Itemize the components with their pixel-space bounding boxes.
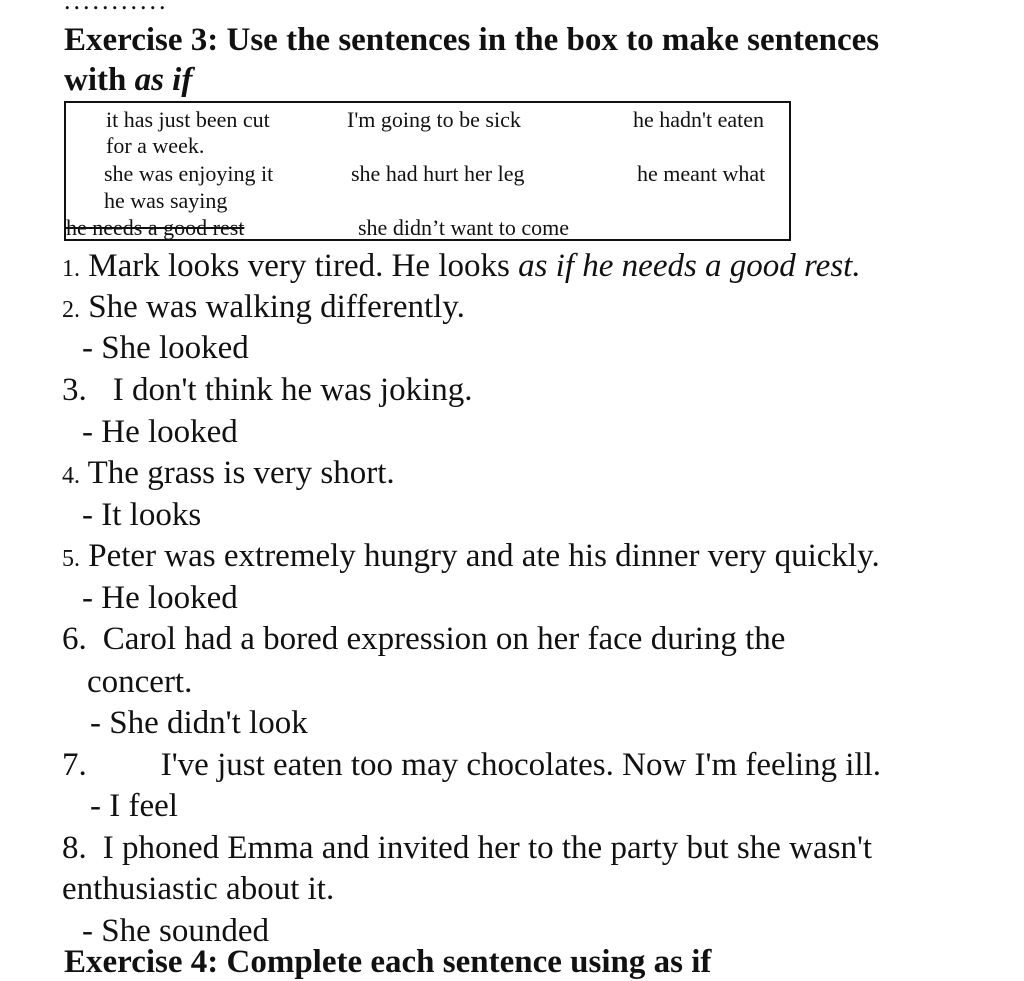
item-number: 2.: [62, 297, 80, 323]
item-3: [62, 370, 473, 410]
title-prefix: with: [64, 62, 135, 98]
item-text: The grass is very short.: [80, 455, 395, 491]
next-exercise-heading-cut: [64, 944, 784, 980]
item-7: [62, 745, 881, 785]
item-7-prompt: - I feel: [90, 788, 178, 824]
item-number: 1.: [62, 256, 80, 282]
box-item: she didn’t want to come: [358, 215, 569, 240]
box-item: he meant what: [637, 161, 766, 186]
item-number: 5.: [62, 546, 80, 572]
item-6: [62, 619, 785, 659]
exercise-title: Exercise 3: Use the sentences in the box to make sentences: [64, 22, 880, 58]
item-5-prompt: - He looked: [82, 580, 238, 616]
box-item: he hadn't eaten: [633, 107, 765, 132]
example-answer: as if he needs a good rest.: [518, 248, 861, 284]
item-2: [62, 287, 465, 330]
box-item: for a week.: [106, 133, 205, 158]
item-number: 4.: [62, 463, 80, 489]
item-text: I phoned Emma and invited her to the party but she wasn't: [102, 830, 873, 866]
item-1: [62, 246, 861, 289]
item-6-continued: concert.: [87, 664, 193, 700]
item-3-prompt: - He looked: [82, 414, 238, 450]
item-number: 8.: [62, 830, 87, 866]
box-item: he was saying: [104, 188, 228, 213]
leader-dots: ...........: [64, 0, 169, 15]
item-4-prompt: - It looks: [82, 497, 202, 533]
item-text: Mark looks very tired. He looks: [80, 248, 519, 284]
item-text: Peter was extremely hungry and ate his dinner very quickly.: [80, 538, 880, 574]
item-text: Carol had a bored expression on her face during the: [102, 621, 786, 657]
item-text: I don't think he was joking.: [112, 372, 473, 408]
item-number: 7.: [62, 747, 87, 783]
box-item: I'm going to be sick: [347, 107, 521, 132]
item-number: 3.: [62, 372, 87, 408]
item-5: [62, 536, 880, 579]
title-italic: as if: [134, 62, 193, 98]
item-number: 6.: [62, 621, 87, 657]
box-item: she had hurt her leg: [351, 161, 525, 186]
item-2-prompt: - She looked: [82, 330, 249, 366]
item-8: [62, 828, 872, 868]
exercise-title-line2: [64, 60, 192, 100]
item-text: She was walking differently.: [80, 289, 465, 325]
item-6-prompt: - She didn't look: [90, 705, 308, 741]
box-item: it has just been cut: [106, 107, 270, 132]
next-exercise-title: Exercise 4: Complete each sentence using as if: [64, 944, 712, 980]
item-text: I've just eaten too may chocolates. Now I'm feeling ill.: [160, 747, 882, 783]
item-8-continued: enthusiastic about it.: [62, 871, 335, 907]
item-8-prompt: - She sounded: [82, 913, 269, 949]
box-item-used: he needs a good rest: [66, 215, 245, 240]
item-4: [62, 453, 395, 496]
box-item: she was enjoying it: [104, 161, 274, 186]
word-box: [64, 101, 791, 241]
